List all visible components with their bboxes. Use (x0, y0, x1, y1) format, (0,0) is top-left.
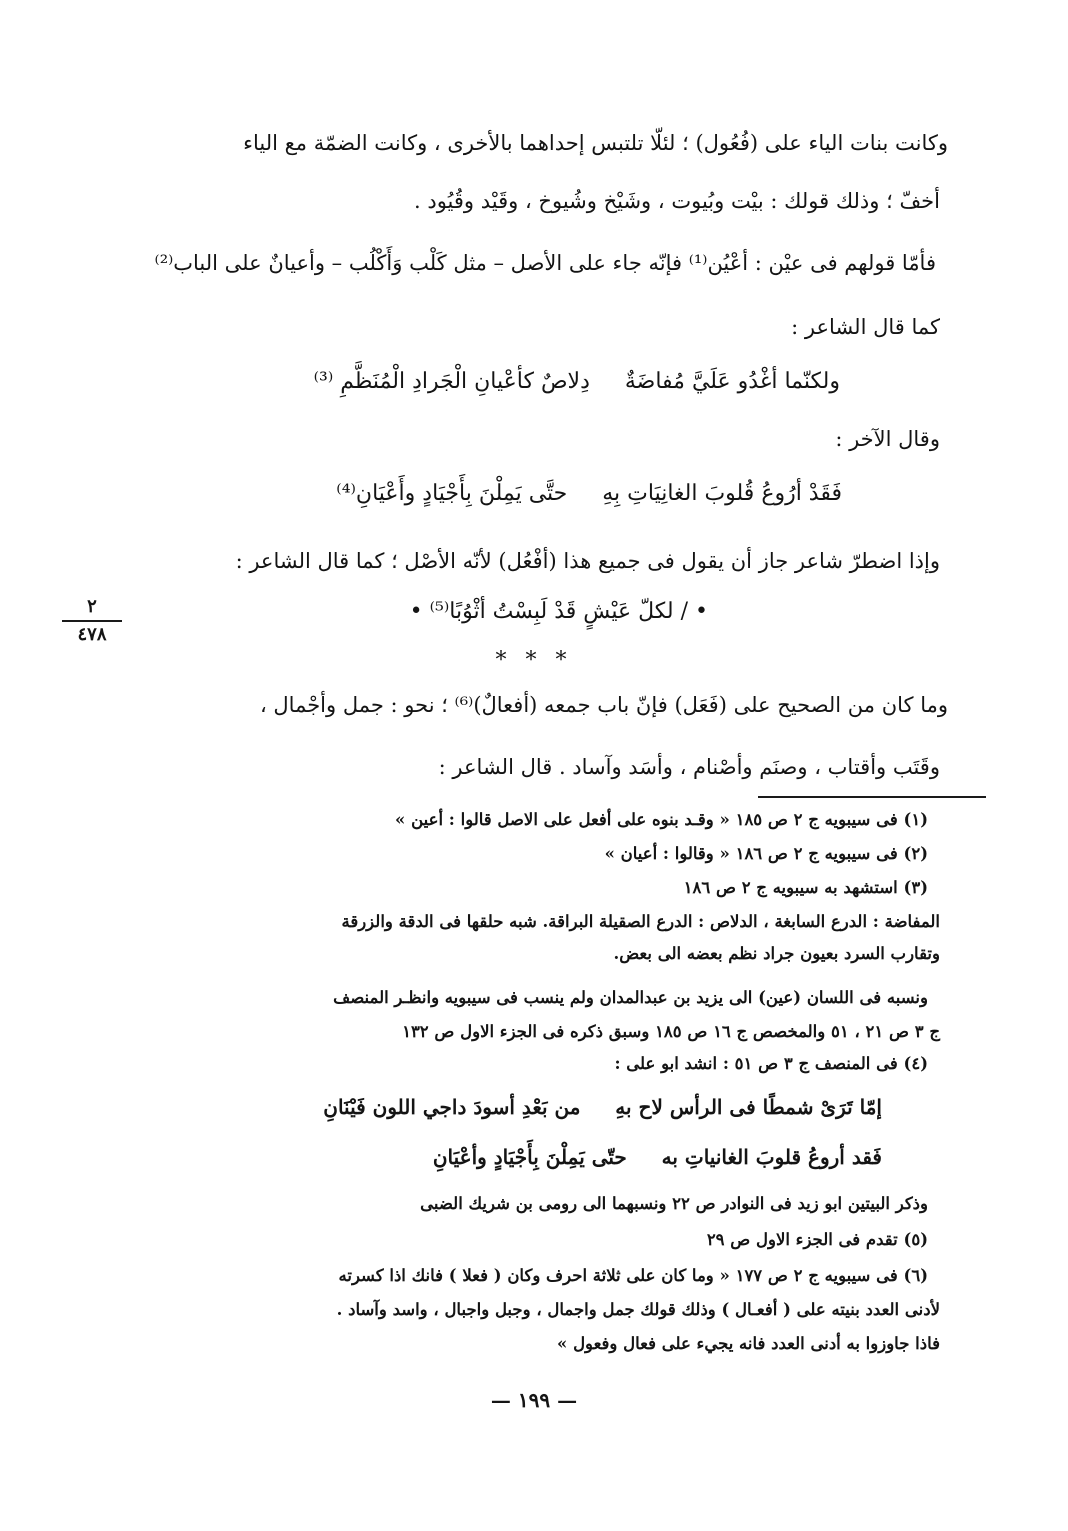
page-number: — ١٩٩ — (490, 1388, 578, 1412)
footnote-3-references: ج ٣ ص ٢١ ، ٥١ والمخصص ج ١٦ ص ١٨٥ وسبق ذكره فى الجزء الاول ص ١٣٢ (402, 1022, 940, 1041)
body-line-3: فأمّا قولهم فى عيْن : أعْيُن⁽¹⁾ فإنّه جاء على الأصل – مثل كَلْب وَأَكْلُب – وأعيانٌ على الباب⁽²⁾ (154, 251, 936, 275)
body-line-qatab: وقَتَب وأقتاب ، وصنَم وأصْنام ، وأسَد وآساد . قال الشاعر : (438, 755, 940, 779)
margin-reference-page: ٤٧٨ (77, 624, 107, 645)
footnote-4: (٤) فى المنصف ج ٣ ص ٥١ : انشد ابو على : (614, 1054, 928, 1073)
footnote-3-gloss: المفاضة : الدرع السابغة ، الدلاص : الدرع الصقيلة البراقة. شبه حلقها فى الدقة والزرقة (341, 912, 940, 931)
verse-2: فَقَدْ أرُوعُ قُلوبَ الغانِيَاتِ بِهِ ‏ ‏ ‏ ‏ حتَّى يَمِلْنَ بِأَجْيَادٍ وأَعْيَانِ⁽⁴⁾ (336, 481, 842, 506)
body-line-need: وإذا اضطرّ شاعر جاز أن يقول فى جميع هذا (أفْعُل) لأنّه الأصْل ؛ كما قال الشاعر : (235, 549, 940, 573)
body-line-4: كما قال الشاعر : (791, 315, 940, 339)
footnote-divider (758, 796, 986, 798)
footnote-4-verse-2: فَقد أروعُ قلوبَ الغانياتِ به ‏ ‏ ‏ ‏ حتّى يَمِلْنَ بِأَجْيَادٍ وأعْيَانِ (432, 1145, 882, 1169)
verse-1: ولكنّما أغْدُو عَلَيَّ مُفاضَةٌ ‏ ‏ ‏ ‏ دِلاصٌ كأعْيانِ الْجَرادِ الْمُنَظَّمِ ⁽³⁾ (313, 369, 840, 394)
footnote-6-cont-1: لأدنى العدد بنيته على ( أفعـال ) وذلك قولك جمل واجمال ، وجبل واجبال ، واسد وآساد . (336, 1300, 940, 1319)
footnote-3: (٣) استشهد به سيبويه ج ٢ ص ١٨٦ (683, 878, 928, 897)
body-line-1: وكانت بنات الياء على (فُعُول) ؛ لئلّا تلتبس إحداهما بالأخرى ، وكانت الضمّة مع الياء (243, 131, 948, 155)
body-line-sahih: وما كان من الصحيح على (فَعَل) فإنّ باب جمعه (أفعالٌ)⁽⁶⁾ ؛ نحو : جمل وأجْمال ، (259, 693, 948, 717)
footnote-3-attribution: ونسبه فى اللسان (عين) الى يزيد بن عبدالمدان ولم ينسب فى سيبويه وانظـر المنصف (333, 988, 928, 1007)
footnote-1: (١) فى سيبويه ج ٢ ص ١٨٥ « وقـد بنوه على أفعل على الاصل قالوا : أعين » (395, 810, 928, 829)
margin-reference (62, 596, 122, 646)
footnote-4-source: وذكر البيتين ابو زيد فى النوادر ص ٢٢ ونسبهما الى رومى بن شريك الضبى (420, 1194, 928, 1213)
verse-3: • / لكلّ عَيْشٍ قَدْ لَبِسْتُ أثْوُبًا⁽⁵⁾ • (409, 599, 708, 624)
section-separator: * * * (495, 648, 573, 673)
margin-reference-volume: ٢ (62, 596, 122, 622)
footnote-2: (٢) فى سيبويه ج ٢ ص ١٨٦ « وقالوا : أعيان » (604, 844, 928, 863)
body-line-other: وقال الآخر : (835, 427, 940, 451)
footnote-5: (٥) تقدم فى الجزء الاول ص ٢٩ (706, 1230, 928, 1249)
footnote-6-cont-2: فاذا جاوزوا به أدنى العدد فانه يجيء على فعال وفعول » (557, 1334, 940, 1353)
footnote-4-verse-1: إمّا تَرَىْ شمطًا فى الرأس لاح بهِ ‏ ‏ ‏ ‏ من بَعْدِ أسودَ داجي اللون فَيْنَانِ (323, 1095, 882, 1119)
body-line-2: أخفّ ؛ وذلك قولك : بيْت وبُيوت ، وشَيْخ وشُيوخ ، وقَيْد وقُيُود . (414, 189, 940, 213)
footnote-6: (٦) فى سيبويه ج ٢ ص ١٧٧ « وما كان على ثلاثة احرف وكان ( فعلا ) فانك اذا كسرته (338, 1266, 928, 1285)
footnote-3-gloss-cont: وتقارب السرد بعيون جراد نظم بعضه الى بعض. (613, 944, 940, 963)
